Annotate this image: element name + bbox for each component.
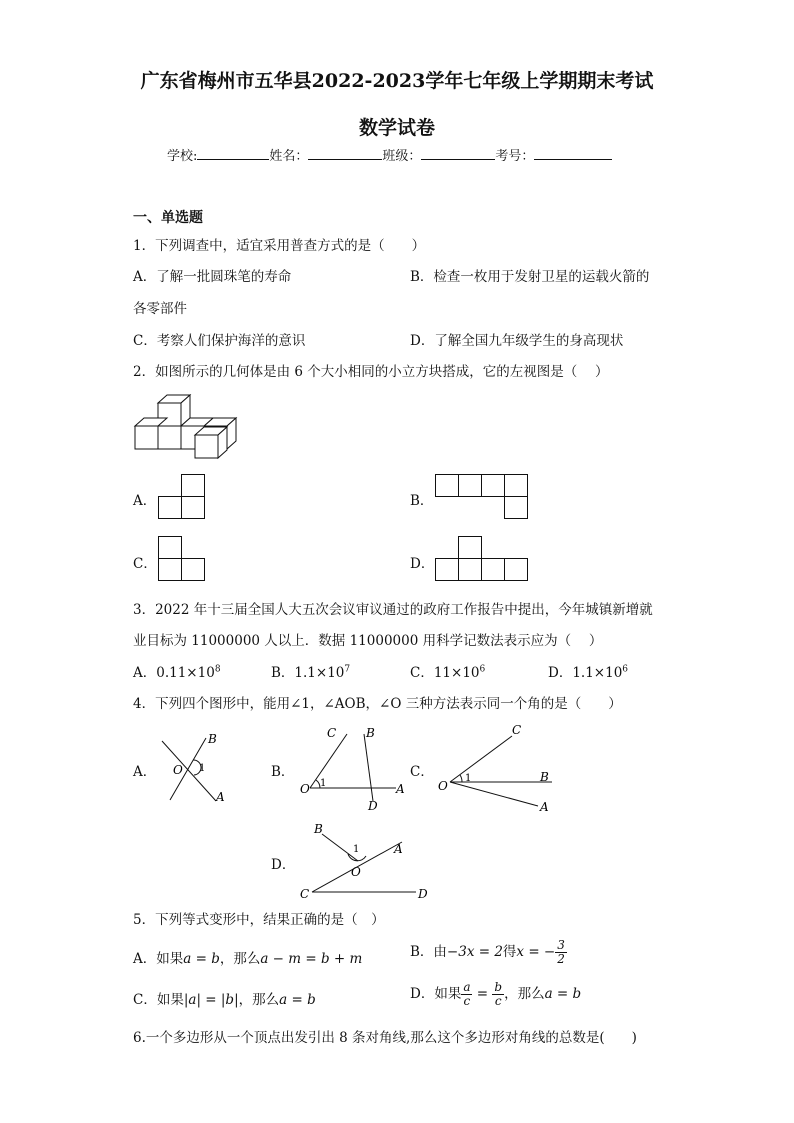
q3-option-d-value: 1.1×10 <box>572 665 623 681</box>
q4-d-label-a: A <box>394 842 403 856</box>
q3-option-a-exp: 8 <box>214 664 221 675</box>
q4-d-label-b: B <box>314 822 323 836</box>
q5-b-math1: −3x = 2 <box>446 944 503 960</box>
q5-d-mid: ，那么 <box>504 986 545 1002</box>
q5-a-label: A．如果 <box>133 951 184 967</box>
q5-b-den: 2 <box>557 952 565 966</box>
q5-a-math2: a − m = b + m <box>260 951 363 967</box>
q4-b-label-d: D <box>368 799 378 813</box>
q2-option-d-figure <box>435 536 529 582</box>
q3-stem-line2: 业目标为 11000000 人以上．数据 11000000 用科学记数法表示应为（ ） <box>133 633 603 649</box>
q2-option-b[interactable]: B． <box>410 493 434 509</box>
q3-option-c-value: 11×10 <box>433 665 480 681</box>
q5-option-b[interactable] <box>410 939 567 966</box>
q4-d-label-1: 1 <box>353 844 360 855</box>
q3-option-c[interactable] <box>410 661 485 681</box>
q5-b-fraction <box>555 939 567 966</box>
exam-no-label: 考号： <box>495 149 535 164</box>
q5-d-num1: a <box>463 980 471 994</box>
q4-option-b[interactable]: B． <box>271 764 295 780</box>
q5-c-math2: a = b <box>279 992 316 1008</box>
page-title: 广东省梅州市五华县2022-2023学年七年级上学期期末考试 <box>140 70 654 92</box>
q5-d-num2: b <box>494 980 503 994</box>
q4-d-label-d: D <box>418 887 428 901</box>
q4-a-label-b: B <box>208 732 217 746</box>
q1-option-c[interactable]: C．考察人们保护海洋的意识 <box>133 333 306 349</box>
q5-option-d[interactable] <box>410 981 581 1008</box>
q5-b-num: 3 <box>557 938 565 952</box>
school-blank[interactable] <box>197 147 269 160</box>
q4-b-label-b: B <box>366 726 375 740</box>
q1-option-b[interactable]: B．检查一枚用于发射卫星的运载火箭的 <box>410 269 650 285</box>
q4-option-a[interactable]: A． <box>133 764 157 780</box>
q4-option-d-figure <box>298 820 434 902</box>
q5-a-math1: a = b <box>183 951 220 967</box>
q5-d-den1: c <box>463 994 471 1008</box>
q4-option-b-figure <box>296 724 410 812</box>
section-heading: 一、单选题 <box>133 210 203 226</box>
q2-option-c-figure <box>158 536 206 582</box>
q3-option-b-exp: 7 <box>344 664 351 675</box>
class-label: 班级： <box>382 149 422 164</box>
q2-option-a[interactable]: A． <box>133 493 157 509</box>
q2-stem: 2．如图所示的几何体是由 6 个大小相同的小立方块搭成，它的左视图是（ ） <box>133 364 609 380</box>
q6-stem: 6.一个多边形从一个顶点出发引出 8 条对角线,那么这个多边形对角线的总数是( ) <box>133 1030 637 1046</box>
q4-c-label-o: O <box>438 779 448 793</box>
q4-b-label-a: A <box>396 782 405 796</box>
q3-option-a[interactable] <box>133 661 221 681</box>
q5-d-den2: c <box>494 994 502 1008</box>
school-label: 学校: <box>167 149 198 164</box>
q4-a-label-o: O <box>173 763 183 777</box>
q3-option-b-label: B． <box>271 665 295 681</box>
q4-d-label-o: O <box>351 865 361 879</box>
q2-cube-figure <box>130 392 240 458</box>
name-label: 姓名： <box>269 149 309 164</box>
q5-c-mid: ，那么 <box>238 992 280 1008</box>
q4-option-c-figure <box>436 724 560 816</box>
page-subtitle: 数学试卷 <box>358 117 435 139</box>
q3-option-b-value: 1.1×10 <box>294 665 345 681</box>
q4-b-label-1: 1 <box>320 778 327 789</box>
q3-option-d-label: D． <box>548 665 573 681</box>
q5-b-math2: x = − <box>516 944 556 960</box>
q4-b-label-c: C <box>327 726 337 740</box>
q5-d-fraction-2 <box>492 981 504 1008</box>
q3-option-c-exp: 6 <box>479 664 486 675</box>
q4-c-label-1: 1 <box>465 773 472 784</box>
q2-option-d[interactable]: D． <box>410 556 435 572</box>
class-blank[interactable] <box>421 147 495 160</box>
q3-option-a-label: A． <box>133 665 157 681</box>
exam-no-blank[interactable] <box>534 147 612 160</box>
q4-stem: 4．下列四个图形中，能用∠1，∠AOB，∠O 三种方法表示同一个角的是（ ） <box>133 696 622 712</box>
q4-a-label-a: A <box>216 790 225 804</box>
q5-d-math2: a = b <box>544 986 582 1002</box>
q5-d-label: D．如果 <box>410 986 462 1002</box>
q1-option-b-cont: 各零部件 <box>133 301 187 317</box>
q5-stem: 5．下列等式变形中，结果正确的是（ ） <box>133 912 385 928</box>
q2-option-c[interactable]: C． <box>133 556 157 572</box>
q1-stem: 1．下列调查中，适宜采用普查方式的是（ ） <box>133 238 426 254</box>
q4-c-label-a: A <box>540 800 549 814</box>
q2-option-b-figure <box>435 474 529 520</box>
q4-c-label-b: B <box>540 770 549 784</box>
q1-option-d[interactable]: D．了解全国九年级学生的身高现状 <box>410 333 624 349</box>
q5-b-label: B．由 <box>410 944 447 960</box>
q4-c-label-c: C <box>512 723 522 737</box>
q4-d-label-c: C <box>300 887 310 901</box>
q3-option-c-label: C． <box>410 665 434 681</box>
q3-option-d[interactable] <box>548 661 628 681</box>
q3-option-d-exp: 6 <box>622 664 629 675</box>
q2-option-a-figure <box>158 474 206 520</box>
q5-a-mid: ，那么 <box>219 951 261 967</box>
name-blank[interactable] <box>308 147 382 160</box>
q5-b-mid: 得 <box>502 944 517 960</box>
q3-option-a-value: 0.11×10 <box>156 665 215 681</box>
q4-b-label-o: O <box>300 782 310 796</box>
q4-option-a-figure <box>156 728 236 806</box>
q5-c-math1: |a| = |b| <box>183 992 239 1008</box>
q3-stem-line1: 3．2022 年十三届全国人大五次会议审议通过的政府工作报告中提出，今年城镇新增就 <box>133 602 653 618</box>
q3-option-b[interactable] <box>271 661 350 681</box>
q5-d-fraction-1 <box>461 981 472 1008</box>
student-info-line <box>167 145 612 164</box>
q5-option-c[interactable] <box>133 988 316 1008</box>
q4-a-label-1: 1 <box>199 763 206 774</box>
q5-option-a[interactable] <box>133 947 362 967</box>
q4-option-c[interactable]: C． <box>410 764 434 780</box>
q5-c-label: C．如果 <box>133 992 184 1008</box>
q4-option-d[interactable]: D． <box>271 857 296 873</box>
q1-option-a[interactable]: A．了解一批圆珠笔的寿命 <box>133 269 292 285</box>
q5-d-eq: = <box>472 986 493 1002</box>
